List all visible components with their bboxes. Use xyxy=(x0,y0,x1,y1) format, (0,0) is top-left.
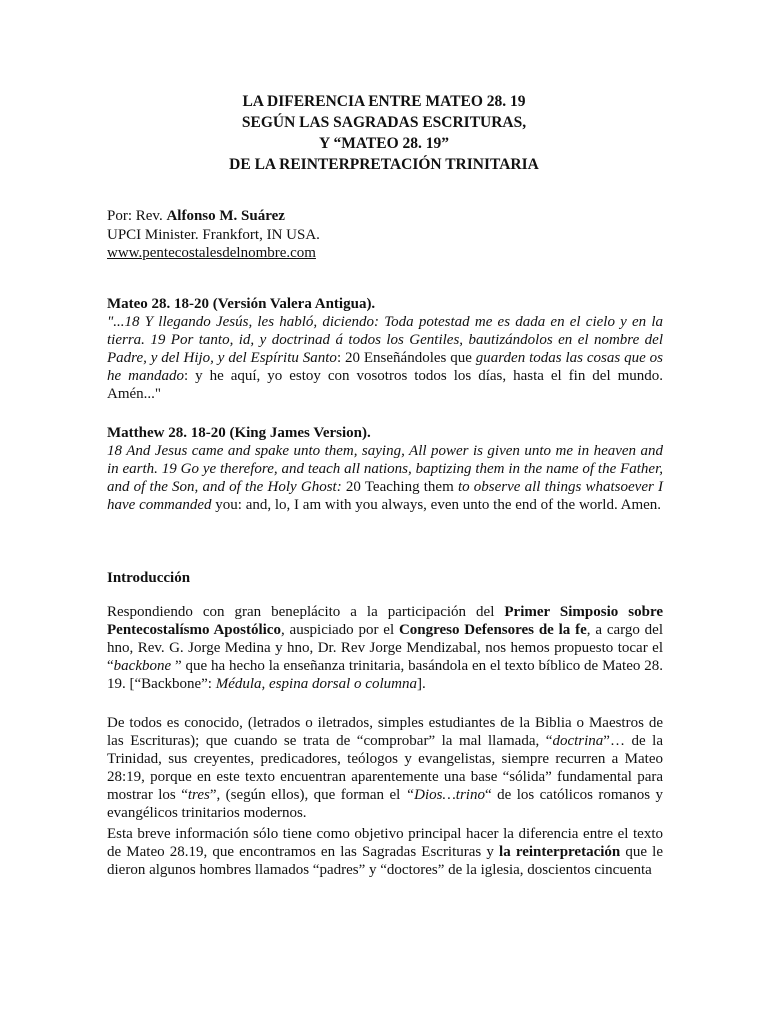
kjv-text-e: you: and, lo, I am with you always, even unto the end of the world. Amen. xyxy=(211,497,662,513)
p3-text-2: que le dieron algunos hombres llamados “padres” y “doctores” de la iglesia, doscientos cincuenta xyxy=(107,844,663,878)
rva-text-a: "...18 Y llegando Jesús, les habló, diciendo: Toda potestad me es dada en el cielo y en la tierra. 19 Por tanto, id, y doctrinad á todos los Gentiles, xyxy=(107,314,663,348)
author-affiliation: UPCI Minister. Frankfort, IN USA. xyxy=(107,226,320,243)
p2-text-3: ”, (según ellos), que forman el xyxy=(209,787,406,803)
kjv-text-d: to observe all things whatsoever I have commanded xyxy=(107,479,663,513)
kjv-text-b: baptizing them in the name of the Father, and of the Son, and of the Holy Ghost: xyxy=(107,461,664,495)
rva-passage xyxy=(107,313,663,403)
intro-heading-block xyxy=(107,569,663,587)
rva-section xyxy=(107,295,663,403)
author-line xyxy=(107,207,320,226)
p1-italic-1: backbone xyxy=(113,658,172,674)
rva-text-d: guarden todas las cosas que os he mandado xyxy=(107,350,663,384)
p2-text-4: “ de los católicos romanos y evangélicos trinitarios modernos. xyxy=(107,787,663,821)
kjv-section xyxy=(107,424,663,514)
intro-paragraph-3 xyxy=(107,825,663,879)
intro-paragraph-2 xyxy=(107,714,663,822)
website-link[interactable]: www.pentecostalesdelnombre.com xyxy=(107,245,316,261)
author-name: Alfonso M. Suárez xyxy=(166,208,285,224)
p2-text-2: ”… de la Trinidad, sus creyentes, predicadores, teólogos y evangelistas, siempre recurren a Mateo 28:19, porque en este texto encuentran aparentemente una base “sólida” fundamental para mostrar los “ xyxy=(107,733,663,803)
p1-bold-2: Congreso Defensores de la fe xyxy=(398,622,587,638)
p2-text-1: De todos es conocido, (letrados o iletrados, simples estudiantes de la Biblia o Maestros de las Escrituras); que cuando se trata de “comprobar” la mal llamada, “ xyxy=(107,715,663,749)
p1-text-4: ” que ha hecho la enseñanza trinitaria, basándola en el texto bíblico de Mateo 28. 19. [“Backbone”: xyxy=(107,658,663,692)
intro-heading: Introducción xyxy=(107,570,191,586)
rva-text-b: bautizándolos en el nombre del Padre, y del Hijo, y del Espíritu Santo xyxy=(107,332,663,366)
p1-text-5: ]. xyxy=(416,676,426,692)
intro-paragraph-1 xyxy=(107,603,663,693)
p3-text-1: Esta breve información sólo tiene como objetivo principal hacer la diferencia entre el texto de Mateo 28.19, que encontramos en las Sagradas Escrituras y xyxy=(107,826,663,860)
p2-italic-3: “Dios…trino xyxy=(405,787,485,803)
kjv-passage xyxy=(107,442,663,514)
title-line-1: LA DIFERENCIA ENTRE MATEO 28. 19 xyxy=(242,93,526,110)
kjv-text-c: 20 Teaching them xyxy=(341,479,458,495)
p1-italic-2: Médula, espina dorsal o columna xyxy=(215,676,417,692)
p1-text-2: , auspiciado por el xyxy=(280,622,399,638)
p3-bold-1: la reinterpretación xyxy=(499,844,621,860)
kjv-heading: Matthew 28. 18-20 (King James Version). xyxy=(107,425,371,441)
author-prefix: Por: Rev. xyxy=(107,208,167,224)
rva-text-c: : 20 Enseñándoles que xyxy=(336,350,476,366)
p1-text-1: Respondiendo con gran beneplácito a la participación del xyxy=(107,604,505,620)
rva-text-e: : y he aquí, yo estoy con vosotros todos los días, hasta el fin del mundo. Amén..." xyxy=(107,368,664,402)
rva-heading: Mateo 28. 18-20 (Versión Valera Antigua). xyxy=(107,296,376,312)
kjv-text-a: 18 And Jesus came and spake unto them, saying, All power is given unto me in heaven and in earth. 19 Go ye therefore, and teach all nations, xyxy=(107,443,663,477)
p1-text-3: , a cargo del hno, Rev. G. Jorge Medina y hno, Dr. Rev Jorge Mendizabal, nos hemos propuesto tocar el “ xyxy=(107,622,663,674)
title-line-2: SEGÚN LAS SAGRADAS ESCRITURAS, xyxy=(241,114,527,131)
p2-italic-1: doctrina xyxy=(552,733,604,749)
p2-italic-2: tres xyxy=(187,787,210,803)
document-title xyxy=(0,91,768,175)
title-line-4: DE LA REINTERPRETACIÓN TRINITARIA xyxy=(229,156,539,173)
author-block xyxy=(107,207,320,263)
p1-bold-1: Primer Simposio sobre Pentecostalísmo Apostólico xyxy=(107,604,663,638)
title-line-3: Y “MATEO 28. 19” xyxy=(318,135,450,152)
